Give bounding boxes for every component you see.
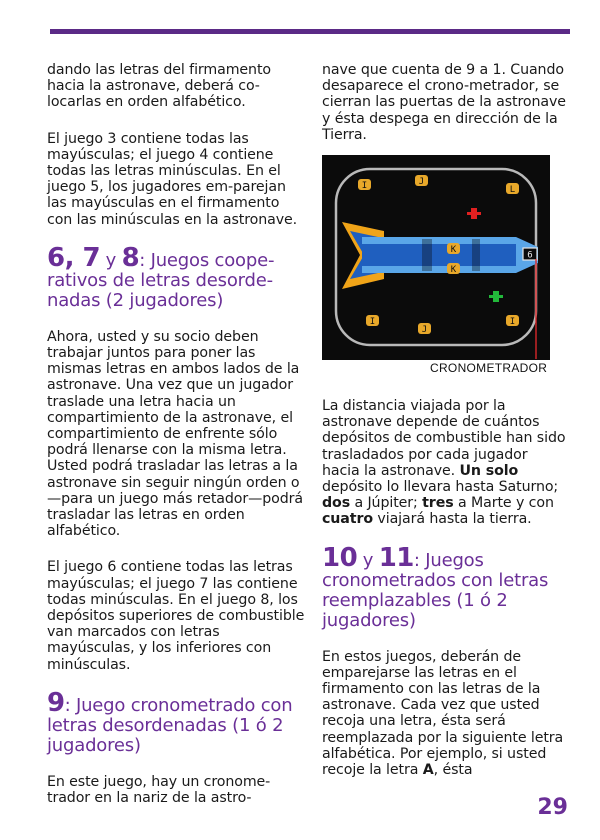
right-column — [322, 62, 568, 798]
top-rule — [50, 29, 570, 34]
token-letter: I — [509, 317, 516, 328]
heading-text: : Juegos cronometrados con letras reemplazables (1 ó 2 jugadores) — [322, 549, 549, 631]
paragraph: En este juego, hay un cronome-trador en la nariz de la astro- — [47, 773, 271, 807]
token-letter: L — [509, 185, 516, 196]
paragraph: nave que cuenta de 9 a 1. Cuando desaparece el crono-metrador, se cierran las puertas de la astronave y ésta despega en dirección de la Tierra. — [322, 62, 566, 143]
token-letter: J — [418, 177, 425, 188]
paragraph: dando las letras del firmamento hacia la astronave, deberá co-locarlas en orden alfabético. — [47, 62, 271, 111]
heading-conjunction: y — [357, 549, 379, 571]
caption-pointer — [322, 155, 570, 380]
heading-game-9 — [47, 687, 305, 756]
game-screenshot-figure — [322, 155, 570, 380]
paragraph: La distancia viajada por la astronave depende de cuántos depósitos de combustible han sido trasladados por cada jugador hacia la astronave. Un solo depósito lo llevara hasta Saturno; dos a Júpiter; tres a Marte y con cuatro viajará hasta la tierra. — [322, 398, 566, 528]
token-letter: I — [361, 181, 368, 192]
heading-text: : Juego cronometrado con letras desordenadas (1 ó 2 jugadores) — [47, 694, 293, 756]
token-letter: K — [450, 245, 457, 256]
token-letter: J — [421, 325, 428, 336]
figure-caption: CRONOMETRADOR — [430, 361, 548, 376]
paragraph: El juego 3 contiene todas las mayúsculas; el juego 4 contiene todas las letras minúsculas. En el juego 5, los jugadores em-parejan las mayúsculas en el firmamento con las minúsculas en la astronave. — [47, 130, 298, 228]
heading-number: 10 — [322, 542, 358, 573]
heading-number: 6 — [47, 242, 65, 273]
heading-number: 11 — [378, 542, 414, 573]
paragraph: En estos juegos, deberán de emparejarse las letras en el firmamento con las letras de la astronave. Cada vez que usted recoja una letra, ésta será reemplazada por la siguiente letra alfabética. Por ejemplo, si usted recoje la letra A, ésta — [322, 648, 564, 779]
paragraph: El juego 6 contiene todas las letras mayúsculas; el juego 7 las contiene todas minúsculas. En el juego 8, los depósitos superiores de combustible van marcados con letras mayúsculas, y los inferiores con minúsculas. — [47, 559, 305, 673]
heading-sep: , — [64, 242, 83, 273]
page-number: 29 — [537, 795, 568, 820]
heading-games-10-11 — [322, 542, 568, 631]
heading-number: 9 — [47, 687, 65, 718]
heading-games-6-7-8 — [47, 242, 305, 311]
paragraph: Ahora, usted y su socio deben trabajar juntos para poner las mismas letras en ambos lados de la astronave. Una vez que un jugador traslade una letra hacia un compartimiento de la astronave, el compartimiento de enfrente sólo podrá llenarse con la misma letra. Usted podrá trasladar las letras a la astronave sin seguir ningún orden o—para un juego más retador—podrá trasladar las letras en orden alfabético. — [47, 328, 303, 540]
heading-conjunction: y — [100, 249, 122, 271]
left-column — [47, 62, 305, 826]
heading-text: : Juegos coope-rativos de letras desorde-nadas (2 jugadores) — [47, 249, 275, 311]
heading-number: 8 — [121, 242, 140, 273]
token-letter: K — [450, 265, 457, 276]
heading-number: 7 — [82, 242, 101, 273]
token-letter: I — [369, 317, 376, 328]
timer-digit: 6 — [527, 250, 533, 261]
